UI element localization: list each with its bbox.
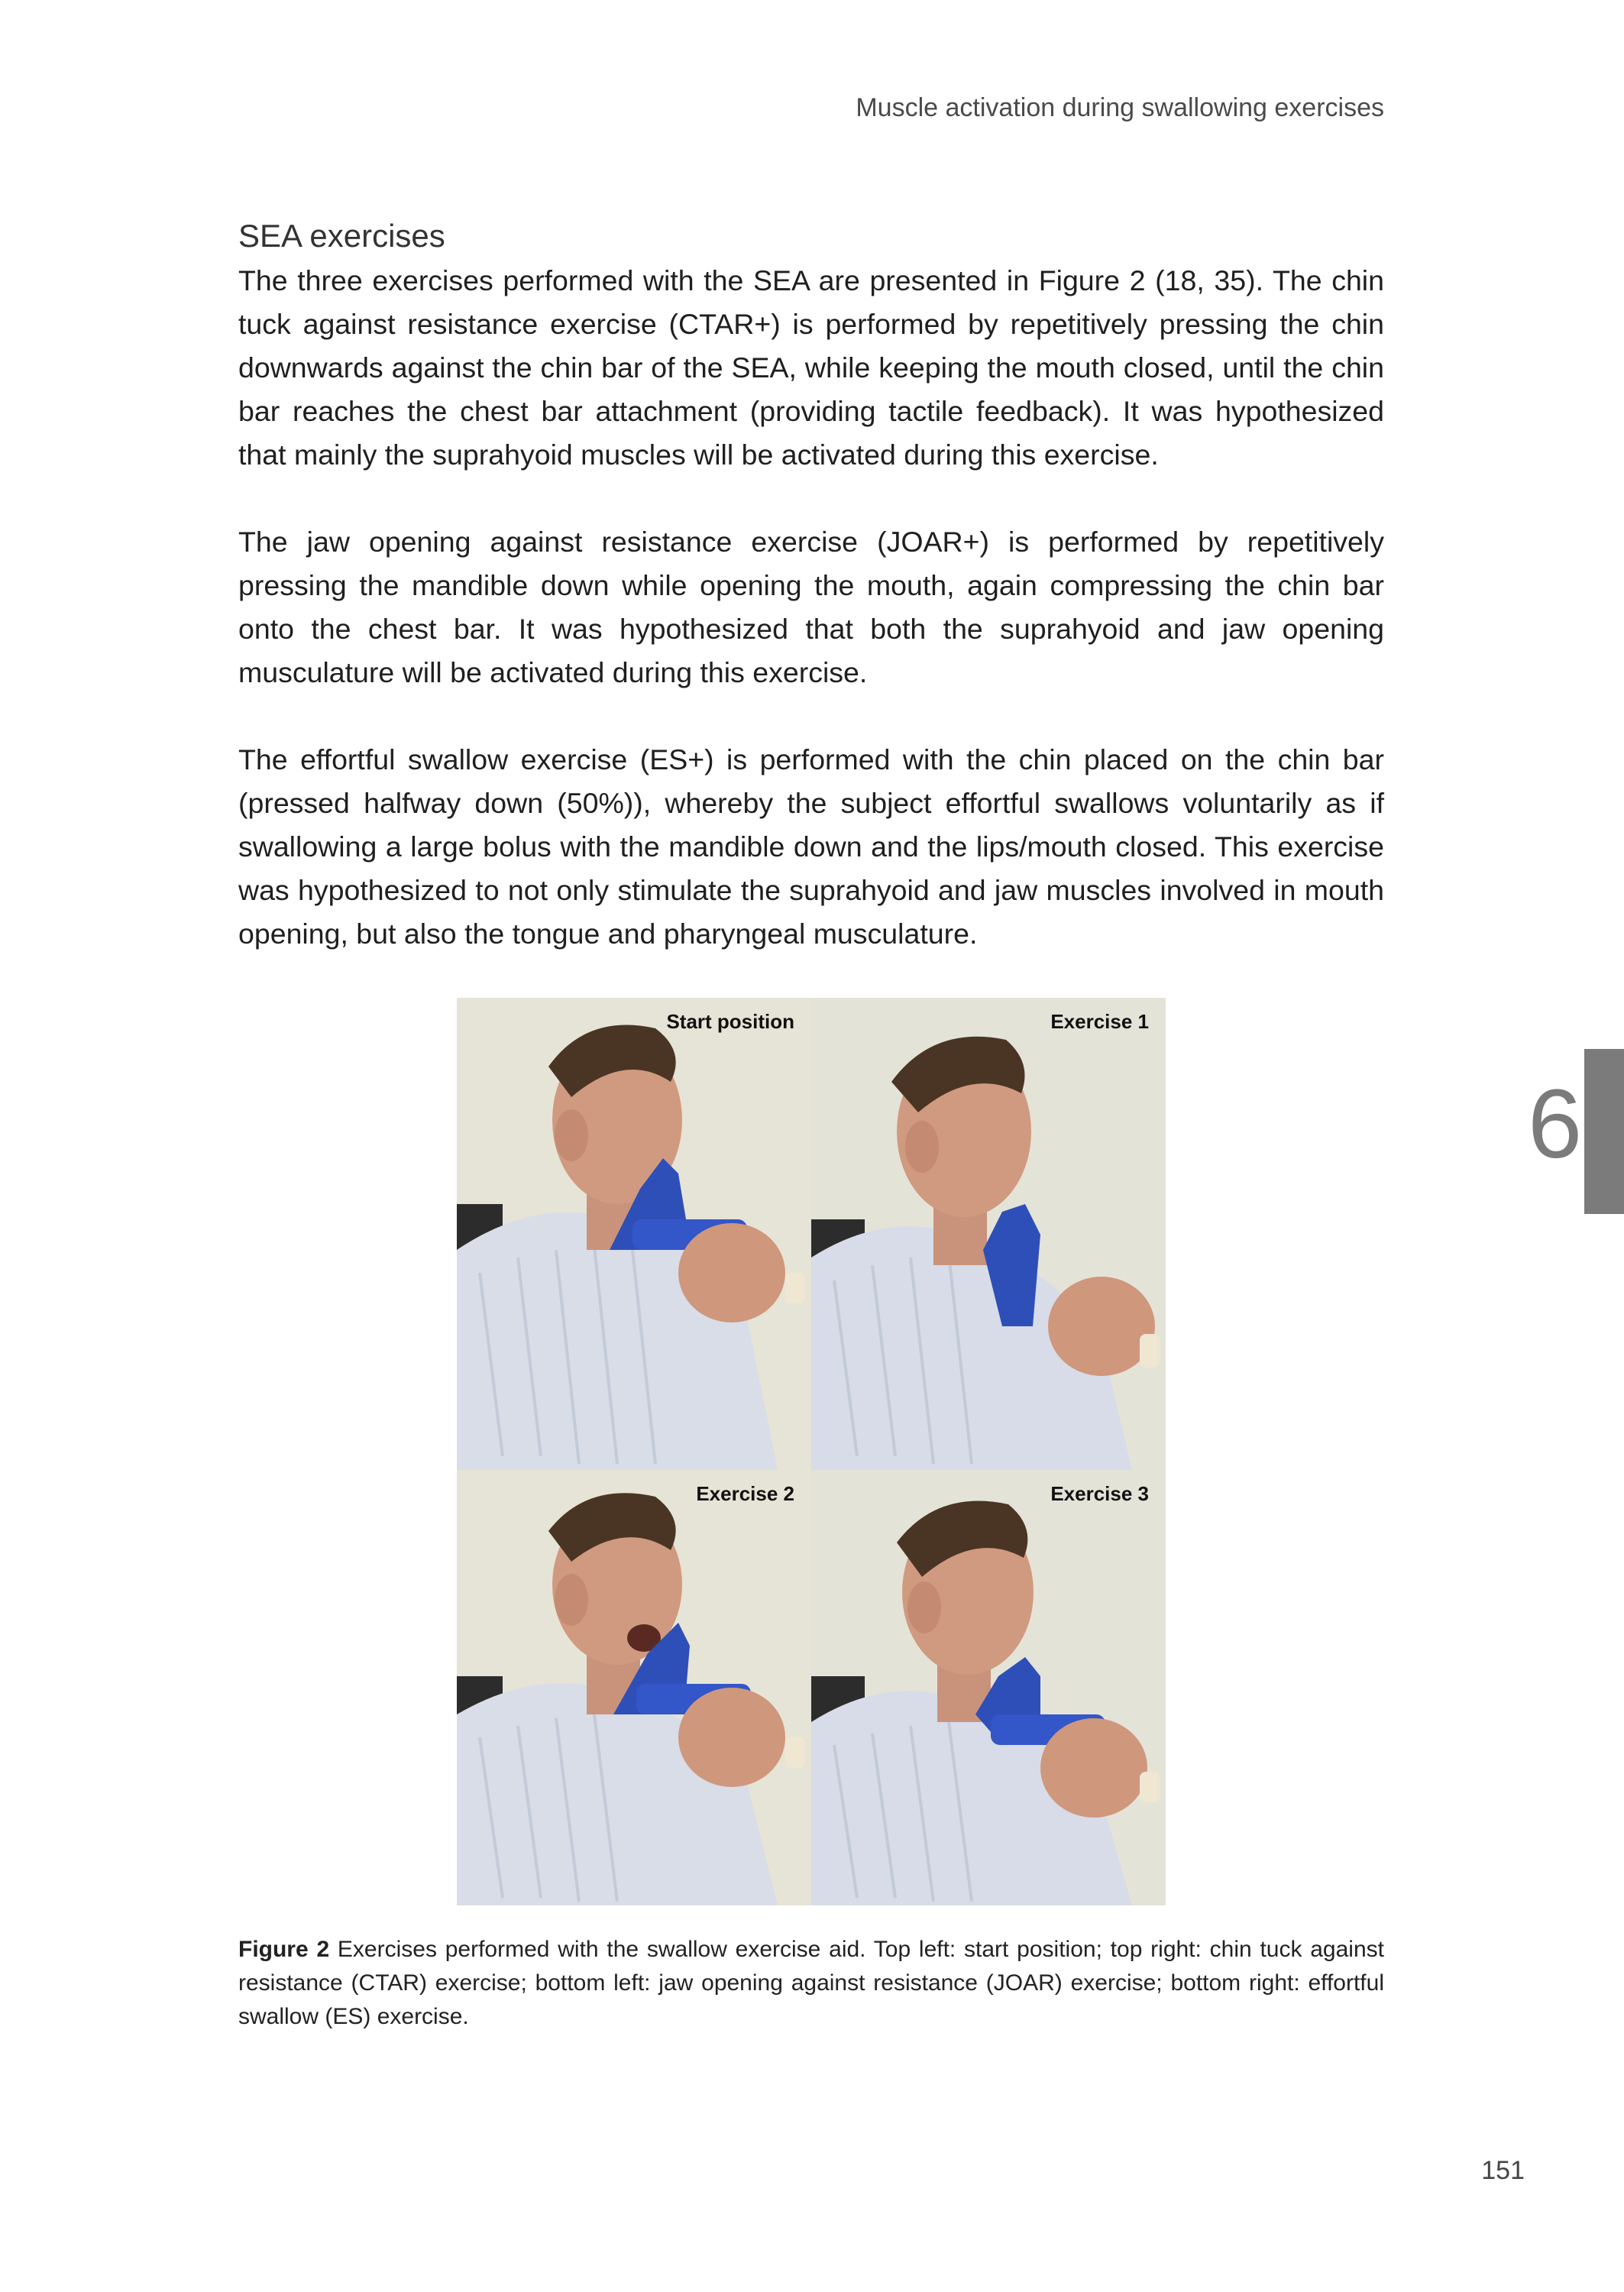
photo-exercise-1 [811, 998, 1166, 1470]
photo-exercise-2 [457, 1470, 811, 1905]
running-title: Muscle activation during swallowing exercises [856, 93, 1384, 122]
paragraph-sea-overview: The three exercises performed with the SEA are presented in Figure 2 (18, 35). The chin tuck against resistance exercise (CTAR+) is performed by repetitively pressing the chin downwards against the chin bar of the SEA, while keeping the mouth closed, until the chin bar reaches the chest bar attachment (providing tactile feedback). It was hypothesized that mainly the suprahyoid muscles will be activated during this exercise. [238, 264, 1384, 471]
figure-2 [457, 998, 1166, 1905]
chapter-number: 6 [1528, 1070, 1583, 1179]
figure-caption [238, 1933, 1384, 2034]
panel-label: Exercise 1 [1050, 1010, 1149, 1033]
section-heading: SEA exercises [238, 218, 445, 254]
photo-illustration [811, 998, 1166, 1470]
photo-illustration [811, 1470, 1166, 1905]
caption-label: Figure 2 [238, 1937, 330, 1962]
chapter-tab [1584, 1049, 1624, 1214]
panel-label: Start position [666, 1010, 794, 1033]
paragraph-effortful-swallow: The effortful swallow exercise (ES+) is performed with the chin placed on the chin bar (pressed halfway down (50%)), whereby the subject effortful swallows voluntarily as if swallowing a large bolus with the mandible down and the lips/mouth closed. This exercise was hypothesized to not only stimulate the suprahyoid and jaw muscles involved in mouth opening, but also the tongue and pharyngeal musculature. [238, 743, 1384, 950]
photo-illustration [457, 1470, 811, 1905]
panel-label: Exercise 3 [1050, 1482, 1149, 1505]
body-text [238, 218, 1384, 999]
panel-label: Exercise 2 [696, 1482, 794, 1505]
photo-illustration [457, 998, 811, 1470]
photo-exercise-3 [811, 1470, 1166, 1905]
page-number: 151 [1481, 2156, 1525, 2185]
photo-start-position [457, 998, 811, 1470]
caption-text: Exercises performed with the swallow exercise aid. Top left: start position; top right: chin tuck against resistance (CTAR) exercise; bottom left: jaw opening against resistance (JOAR) exercise; bottom right: effortful swallow (ES) exercise. [238, 1937, 1384, 2029]
paragraph-joar: The jaw opening against resistance exercise (JOAR+) is performed by repetitively pressing the mandible down while opening the mouth, again compressing the chin bar onto the chest bar. It was hypothesized that both the suprahyoid and jaw opening musculature will be activated during this exercise. [238, 526, 1384, 688]
